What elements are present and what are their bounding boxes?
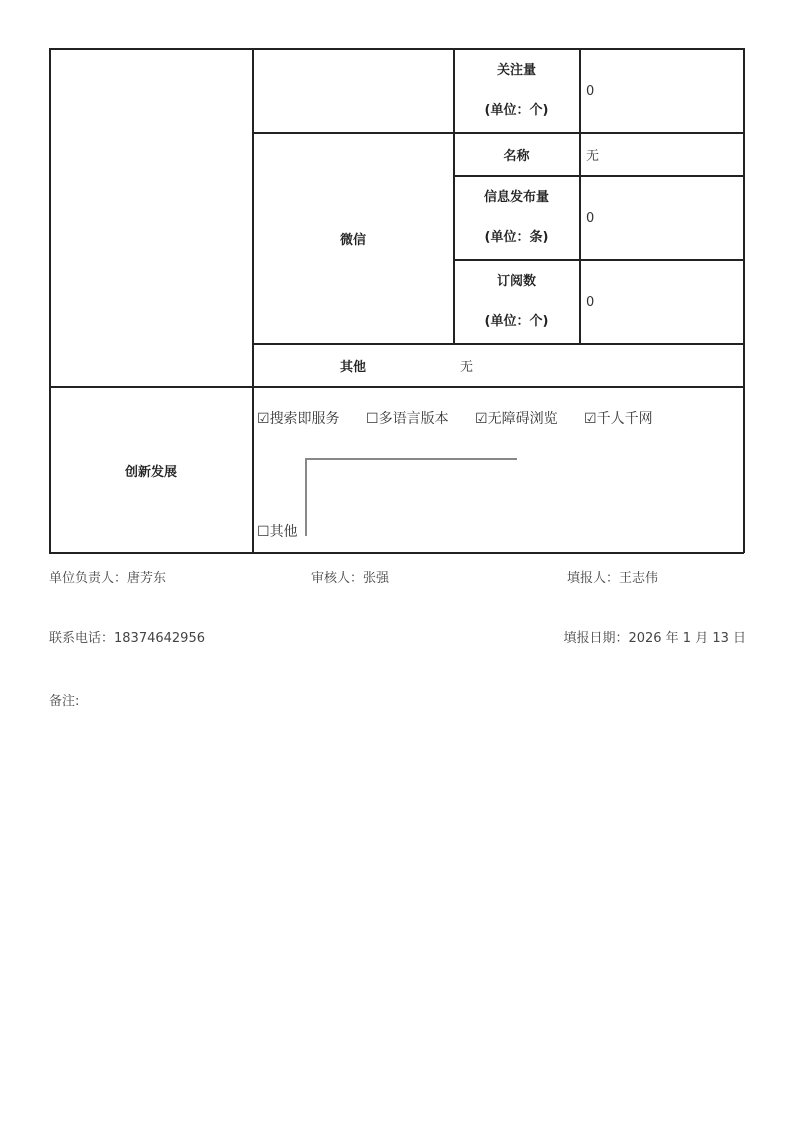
checkbox-unchecked-icon[interactable]: ☐ — [366, 411, 379, 427]
follower-count-unit: (单位：个) — [484, 103, 549, 118]
remark-label: 备注: — [49, 694, 80, 709]
option-label: 千人千网 — [596, 411, 653, 427]
wechat-posts-title: 信息发布量 — [483, 190, 549, 205]
form-filler: 填报人：王志伟 — [567, 571, 659, 586]
checkbox-checked-icon[interactable]: ☑ — [584, 411, 597, 427]
wechat-label: 微信 — [339, 233, 366, 248]
wechat-name-label: 名称 — [503, 149, 530, 164]
innovation-label: 创新发展 — [124, 464, 177, 480]
checkbox-unchecked-icon[interactable]: ☐ — [257, 524, 270, 540]
follower-count-value: 0 — [586, 83, 595, 99]
other-text-field[interactable] — [305, 458, 517, 536]
wechat-subs-title: 订阅数 — [496, 274, 536, 289]
option-multilingual[interactable] — [366, 408, 449, 428]
innovation-options — [257, 408, 741, 428]
responsible-person: 单位负责人：唐芳东 — [49, 571, 167, 586]
wechat-subs-value: 0 — [586, 294, 595, 310]
wechat-posts-label — [454, 177, 579, 259]
option-search-as-service[interactable] — [257, 408, 340, 428]
table-border-bottom — [49, 552, 744, 554]
reviewer: 审核人：张强 — [311, 571, 390, 586]
contact-phone: 联系电话：18374642956 — [49, 631, 205, 646]
other-value: 无 — [460, 360, 474, 375]
wechat-posts-unit: (单位：条) — [484, 230, 549, 245]
checkbox-checked-icon[interactable]: ☑ — [475, 411, 488, 427]
follower-count-title: 关注量 — [496, 63, 536, 78]
wechat-subs-label — [454, 261, 579, 343]
option-accessibility[interactable] — [475, 408, 558, 428]
option-personalized[interactable] — [584, 408, 653, 428]
wechat-posts-value: 0 — [586, 210, 595, 226]
table-border-right — [743, 48, 745, 553]
option-label: 无障碍浏览 — [487, 411, 558, 427]
wechat-name-value: 无 — [586, 149, 600, 164]
fill-date: 填报日期：2026 年 1 月 13 日 — [563, 631, 746, 646]
option-other[interactable] — [257, 521, 298, 541]
option-label: 多语言版本 — [378, 411, 449, 427]
other-label: 其他 — [339, 360, 366, 375]
option-label: 搜索即服务 — [269, 411, 340, 427]
wechat-subs-unit: (单位：个) — [484, 314, 549, 329]
option-label: 其他 — [269, 524, 298, 540]
checkbox-checked-icon[interactable]: ☑ — [257, 411, 270, 427]
follower-count-label — [454, 50, 579, 132]
